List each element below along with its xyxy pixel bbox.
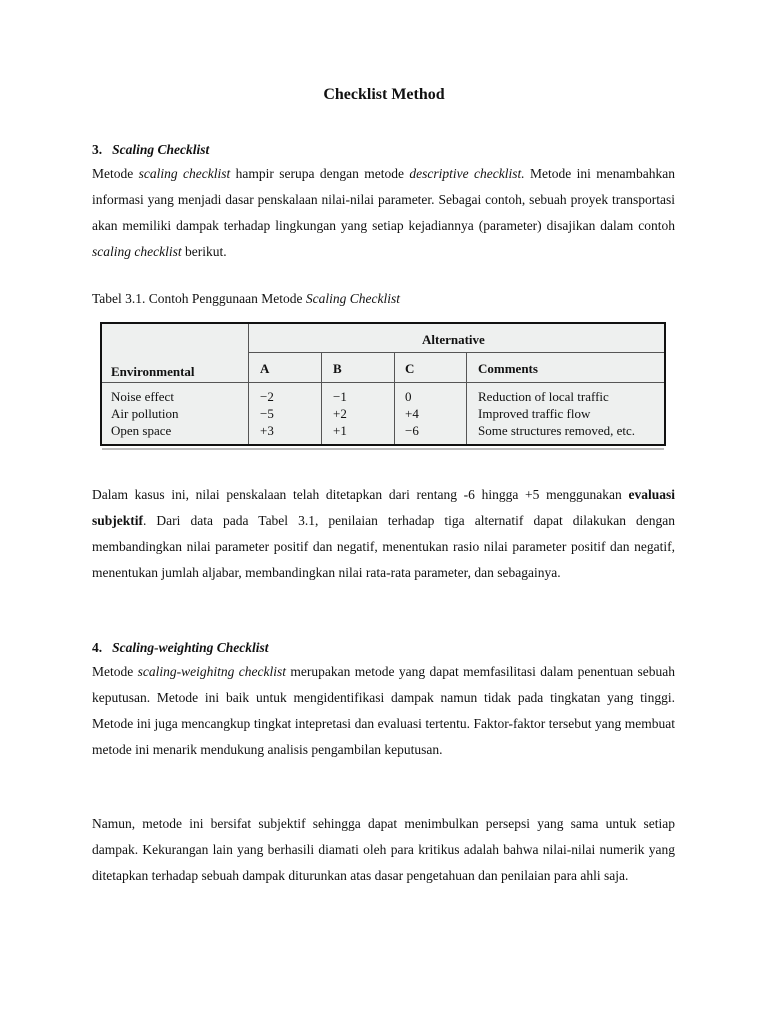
evaluation-text-start: Dalam kasus ini, nilai penskalaan telah ditetapkan dari rentang -6 hingga +5 menggunakan [92,487,629,502]
evaluation-text-end: . Dari data pada Tabel 3.1, penilaian terhadap tiga alternatif dapat dilakukan dengan membandingkan nilai parameter positif dan negatif, menentukan rasio nilai parameter positif dan negatif, menentukan jumlah aljabar, membandingkan nilai rata-rata parameter, dan sebagainya. [92,513,675,580]
table-caption [92,291,400,307]
evaluation-bold-term: evaluasi subjektif [92,487,675,528]
scaling-checklist-table [100,322,666,446]
table-group-header: Alternative [422,332,485,347]
table-header-c: C [405,361,415,376]
paragraph-text: Metode ini menambahkan informasi yang menjadi dasar penskalaan nilai-nilai parameter. Sebagai contoh, sebuah proyek transportasi akan memiliki dampak terhadap lingkungan yang setiap kejadiannya (parameter) disajikan dalam contoh [92,166,675,233]
table-cell: Air pollution [111,406,179,421]
table-cell: Improved traffic flow [478,406,591,421]
table-cell: Noise effect [111,389,174,404]
table-divider [394,352,395,444]
section-4-title: Scaling-weighting Checklist [112,640,269,655]
table-cell: +3 [260,423,274,438]
table-cell: Reduction of local traffic [478,389,609,404]
paragraph-text: hampir serupa dengan metode [230,166,410,181]
italic-term: scaling-weighitng checklist [137,664,286,679]
table-cell: −6 [405,423,419,438]
section-3-heading [92,142,209,158]
evaluation-paragraph [92,482,675,586]
table-cell: −5 [260,406,274,421]
table-header-b: B [333,361,342,376]
italic-term: scaling checklist [92,244,182,259]
section-3-paragraph [92,161,675,265]
table-divider [248,324,249,444]
table-column-b [333,388,347,439]
paragraph-text: Metode [92,166,139,181]
table-column-comments [478,388,635,439]
paragraph-text: merupakan metode yang dapat memfasilitasi dalam penentuan sebuah keputusan. Metode ini baik untuk mengidentifikasi dampak namun tidak pada tingkatan yang tinggi. Metode ini juga mencangkup tingkat intepretasi dan evaluasi tertentu. Faktor-faktor tersebut yang membuat metode ini menarik mendukung analisis pengambilan keputusan. [92,664,675,757]
table-divider [466,352,467,444]
table-cell: +1 [333,423,347,438]
section-4-number: 4. [92,640,103,655]
table-header-environmental: Environmental [111,364,195,379]
table-cell: −2 [260,389,274,404]
table-divider [248,352,664,353]
italic-term: scaling checklist [138,166,231,181]
table-bottom-rule [102,448,664,450]
section-3-title: Scaling Checklist [112,142,210,157]
table-header-comments: Comments [478,361,538,376]
table-column-c [405,388,419,439]
section-3-number: 3. [92,142,103,157]
table-divider [321,352,322,444]
section-4-paragraph [92,659,675,763]
table-cell: +4 [405,406,419,421]
italic-term: descriptive checklist. [409,166,525,181]
section-4-heading [92,640,269,656]
closing-paragraph: Namun, metode ini bersifat subjektif sehingga dapat menimbulkan persepsi yang sama untuk setiap dampak. Kekurangan lain yang berhasili diamati oleh para kritikus adalah bahwa nilai-nilai numerik yang ditetapkan terhadap sebuah dampak diturunkan atas dasar pengetahuan dan penilaian para ahli saja. [92,816,675,883]
page-title: Checklist Method [323,86,445,103]
table-cell: Open space [111,423,172,438]
table-cell: 0 [405,389,412,404]
table-caption-italic: Scaling Checklist [305,291,400,306]
paragraph-text: Metode [92,664,138,679]
table-cell: +2 [333,406,347,421]
table-divider [102,382,664,383]
paragraph-text: berikut. [181,244,227,259]
table-cell: −1 [333,389,347,404]
table-column-environmental [111,388,179,439]
table-caption-prefix: Tabel 3.1. Contoh Penggunaan Metode [92,291,306,306]
table-header-a: A [260,361,270,376]
table-cell: Some structures removed, etc. [478,423,636,438]
table-column-a [260,388,274,439]
